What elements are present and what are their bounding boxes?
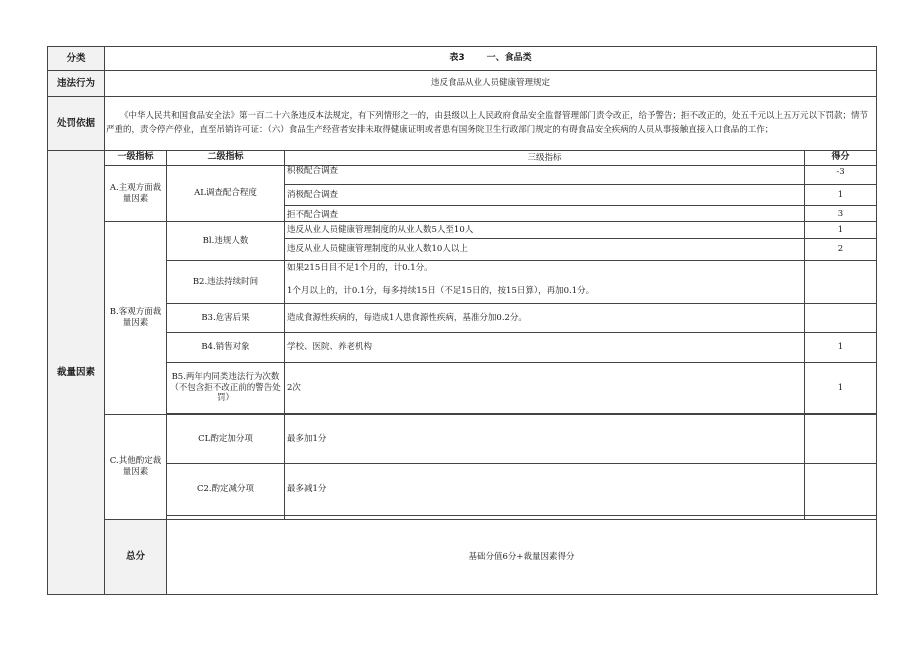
level1-b: B.客观方面裁量因素	[105, 222, 167, 415]
table-number: 表3	[449, 52, 465, 63]
basis-label: 处罚依据	[48, 97, 105, 151]
b2-line-2: 1个月以上的，计0.1分，每多持续15日（不足15日的，按15日算），再加0.1分。	[287, 285, 595, 296]
violation-label: 违法行为	[48, 71, 105, 97]
total-value: 基础分值6分+裁量因素得分	[167, 520, 877, 595]
b1-score-1: 1	[805, 222, 877, 239]
b2-text	[285, 261, 805, 304]
level2-c2: C2.酌定减分项	[167, 464, 285, 516]
level2-b4: B4.销售对象	[167, 333, 285, 363]
level2-b1: Bl.违规人数	[167, 222, 285, 261]
table-title	[105, 47, 877, 71]
header-level2: 二级指标	[167, 151, 285, 166]
b4-score: 1	[805, 333, 877, 363]
a1-item-3: 拒不配合调查	[285, 206, 805, 222]
total-label: 总分	[105, 520, 167, 595]
category-name: 一、食品类	[486, 52, 532, 63]
b1-score-2: 2	[805, 239, 877, 261]
violation-value: 违反食品从业人员健康管理规定	[105, 71, 877, 97]
factors-label: 裁量因素	[48, 151, 105, 595]
category-label: 分类	[48, 47, 105, 71]
b1-item-2: 违反从业人员健康管理制度的从业人数10人以上	[285, 239, 805, 261]
a1-item-2: 消极配合调查	[285, 185, 805, 206]
a1-item-1: 积极配合调查	[285, 166, 805, 185]
a1-score-2: 1	[805, 185, 877, 206]
c2-text: 最多减1分	[285, 464, 805, 516]
level2-c1: CL酌定加分项	[167, 415, 285, 464]
header-level1: 一级指标	[105, 151, 167, 166]
c1-text: 最多加1分	[285, 415, 805, 464]
level1-a: A.主观方面裁量因素	[105, 166, 167, 222]
c1-score	[805, 415, 877, 464]
level2-b2: B2.违法持续时间	[167, 261, 285, 304]
level2-a1: AL调查配合程度	[167, 166, 285, 222]
header-score: 得分	[805, 151, 877, 166]
b5-text: 2次	[285, 363, 805, 414]
b4-text: 学校、医院、养老机构	[285, 333, 805, 363]
b2-line-1: 如果215日目不足1个月的，计0.1分。	[287, 263, 433, 273]
a1-score-3: 3	[805, 206, 877, 222]
basis-value: 《中华人民共和国食品安全法》第一百二十六条违反本法规定，有下列情形之一的，由县级以上人民政府食品安全监督管理部门责令改正，给予警告；拒不改正的，处五千元以上五万元以下罚款；情节严重的，责令停产停业，直至吊销许可证：（六）食品生产经营者安排未取得健康证明或者患有国务院卫生行政部门规定的有碍食品安全疾病的人员从事接触直接入口食品的工作；	[105, 97, 877, 151]
b3-score	[805, 304, 877, 333]
level1-c: C.其他酌定裁量因素	[105, 415, 167, 520]
penalty-discretion-table	[47, 46, 877, 595]
b3-text: 造成食源性疾病的，每造成1人患食源性疾病，基准分加0.2分。	[285, 304, 805, 333]
header-level3: 三级指标	[285, 151, 805, 166]
b5-score: 1	[805, 363, 877, 414]
b2-score	[805, 261, 877, 304]
b1-item-1: 违反从业人员健康管理制度的从业人数5人至10人	[285, 222, 805, 239]
level2-b5: B5.两年内同类违法行为次数（不包含拒不改正前的警告处罚）	[167, 363, 285, 414]
a1-score-1: -3	[805, 166, 877, 185]
c2-score	[805, 464, 877, 516]
level2-b3: B3.危害后果	[167, 304, 285, 333]
